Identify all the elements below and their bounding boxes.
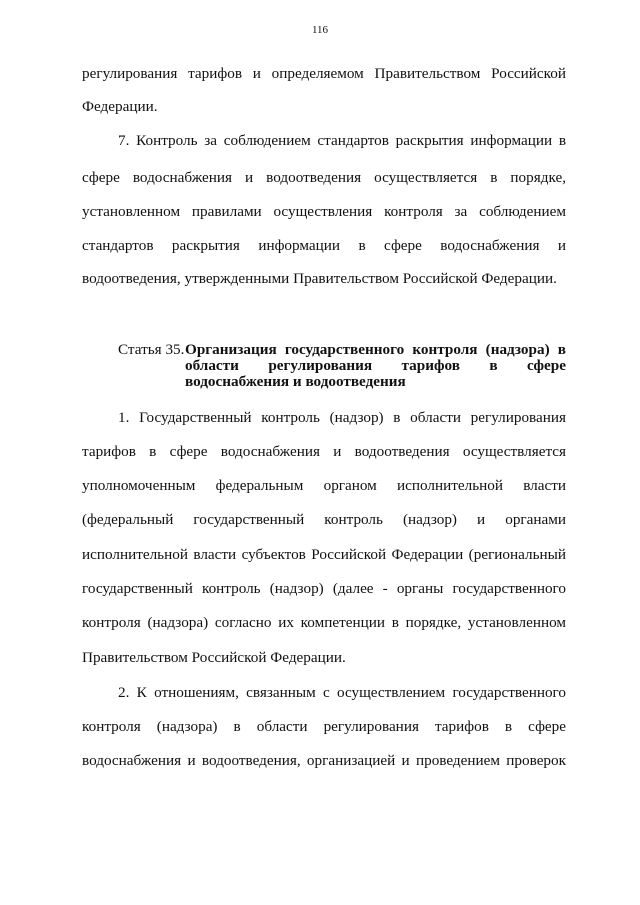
article-number: Статья 35. [118,341,185,358]
paragraph-line: исполнительной власти субъектов Российской Федерации (региональный [82,546,566,563]
paragraph-line: водоснабжения и водоотведения, организацией и проведением проверок [82,752,566,769]
paragraph-line: Федерации. [82,98,158,115]
paragraph-line: уполномоченным федеральным органом исполнительной власти [82,477,566,494]
paragraph-line: (федеральный государственный контроль (надзор) и органами [82,511,566,528]
paragraph-line: 2. К отношениям, связанным с осуществлением государственного [118,684,566,701]
paragraph-line: регулирования тарифов и определяемом Правительством Российской [82,65,566,82]
article-title-line: области регулирования тарифов в сфере [185,357,566,374]
paragraph-line: Правительством Российской Федерации. [82,649,346,666]
paragraph-line: стандартов раскрытия информации в сфере водоснабжения и [82,237,566,254]
paragraph-line: установленном правилами осуществления контроля за соблюдением [82,203,566,220]
paragraph-line: сфере водоснабжения и водоотведения осуществляется в порядке, [82,169,566,186]
article-title-line: Организация государственного контроля (надзора) в [185,341,566,358]
paragraph-line: водоотведения, утвержденными Правительством Российской Федерации. [82,270,557,287]
paragraph-line: контроля (надзора) согласно их компетенции в порядке, установленном [82,614,566,631]
paragraph-line: тарифов в сфере водоснабжения и водоотведения осуществляется [82,443,566,460]
paragraph-line: контроля (надзора) в области регулирования тарифов в сфере [82,718,566,735]
page-number: 116 [311,24,329,36]
article-title-line: водоснабжения и водоотведения [185,373,406,390]
paragraph-line: 7. Контроль за соблюдением стандартов раскрытия информации в [118,132,566,149]
paragraph-line: 1. Государственный контроль (надзор) в области регулирования [118,409,566,426]
paragraph-line: государственный контроль (надзор) (далее - органы государственного [82,580,566,597]
